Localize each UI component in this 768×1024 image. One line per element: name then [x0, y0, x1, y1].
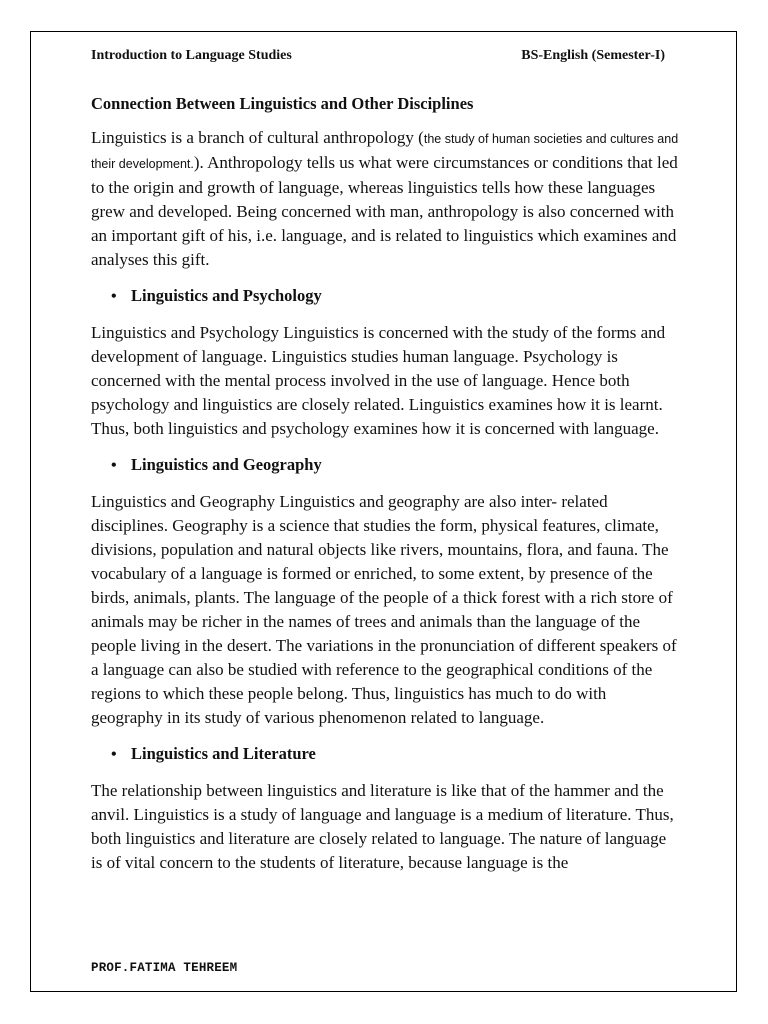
bullet-heading-psychology: [91, 284, 679, 309]
document-body: [91, 92, 679, 887]
bullet-heading-geography: [91, 453, 679, 478]
intro-lead: Linguistics is a branch of cultural anthropology (: [91, 128, 424, 147]
bullet-heading-text: Linguistics and Psychology: [131, 286, 322, 305]
course-title: Introduction to Language Studies: [91, 48, 292, 63]
bullet-heading-text: Linguistics and Literature: [131, 744, 316, 763]
intro-note: the study of human societies and cultures and their development.: [91, 132, 679, 171]
bullet-icon: •: [111, 288, 117, 305]
intro-paragraph: [91, 126, 679, 272]
bullet-heading-text: Linguistics and Geography: [131, 455, 322, 474]
bullet-icon: •: [111, 457, 117, 474]
intro-rest: ). Anthropology tells us what were circumstances or conditions that led to the origin and growth of language, whereas linguistics tells how these languages grew and developed. Being concerned with man, anthropology is also concerned with an important gift of his, i.e. language, and is related to linguistics which examines and analyses this gift.: [91, 153, 678, 269]
program-label: BS-English (Semester-I): [521, 48, 665, 63]
bullet-heading-literature: [91, 742, 679, 767]
geography-paragraph: Linguistics and Geography Linguistics and geography are also inter- related disciplines. Geography is a science that studies the form, physical features, climate, divisions, population and natural objects like rivers, mountains, flora, and fauna. The vocabulary of a language is formed or enriched, to some extent, by presence of the birds, animals, plants. The language of the people of a thick forest with a rich store of animals may be richer in the names of trees and animals than the language of the people living in the desert. The variations in the pronunciation of different speakers of a language can also be studied with reference to the geographical conditions of the regions to which these people belong. Thus, linguistics has much to do with geography in its study of various phenomenon related to language.: [91, 492, 677, 727]
literature-paragraph: The relationship between linguistics and literature is like that of the hammer and the anvil. Linguistics is a study of language and language is a medium of literature. Thus, both linguistics and literature are closely related to language. The nature of language is of vital concern to the students of literature, because language is the: [91, 781, 674, 872]
bullet-icon: •: [111, 746, 117, 763]
psychology-paragraph: Linguistics and Psychology Linguistics is concerned with the study of the forms and development of language. Linguistics studies human language. Psychology is concerned with the mental process involved in the use of language. Hence both psychology and linguistics are closely related. Linguistics examines how it is learnt. Thus, both linguistics and psychology examines how it is concerned with language.: [91, 323, 666, 438]
page-footer-author: PROF.FATIMA TEHREEM: [91, 961, 238, 975]
section-title: Connection Between Linguistics and Other Disciplines: [91, 94, 474, 113]
